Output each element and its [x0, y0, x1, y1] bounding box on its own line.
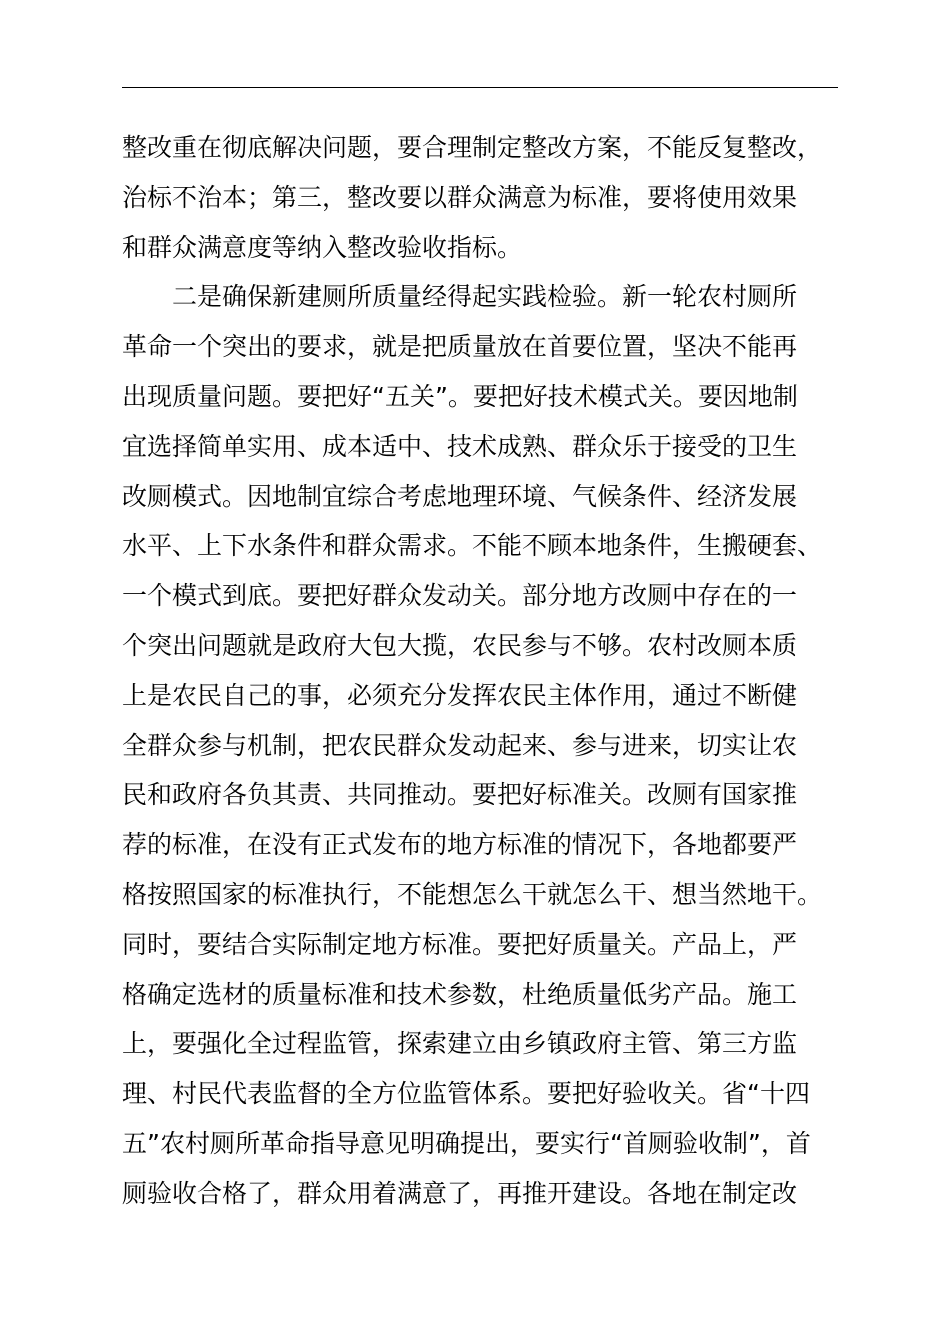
body-text — [122, 123, 862, 1219]
text-line: 民和政府各负其责、共同推动。要把好标准关。改厕有国家推 — [122, 780, 798, 810]
text-line: 一个模式到底。要把好群众发动关。部分地方改厕中存在的一 — [122, 581, 798, 611]
text-line: 个突出问题就是政府大包大揽，农民参与不够。农村改厕本质 — [122, 630, 798, 660]
text-line: 和群众满意度等纳入整改验收指标。 — [122, 232, 523, 262]
text-line: 整改重在彻底解决问题，要合理制定整改方案，不能反复整改， — [122, 133, 823, 162]
text-line: 革命一个突出的要求，就是把质量放在首要位置，坚决不能再 — [122, 332, 798, 362]
text-line: 五”农村厕所革命指导意见明确提出，要实行“首厕验收制”，首 — [122, 1128, 811, 1158]
text-line: 同时，要结合实际制定地方标准。要把好质量关。产品上，严 — [122, 929, 798, 959]
text-line: 理、村民代表监督的全方位监管体系。要把好验收关。省“十四 — [122, 1079, 810, 1109]
text-line: 荐的标准，在没有正式发布的地方标准的情况下，各地都要严 — [122, 830, 798, 860]
text-line: 宜选择简单实用、成本适中、技术成熟、群众乐于接受的卫生 — [122, 431, 798, 461]
text-line: 改厕模式。因地制宜综合考虑地理环境、气候条件、经济发展 — [122, 481, 798, 511]
header-rule — [122, 87, 838, 88]
text-line: 上，要强化全过程监管，探索建立由乡镇政府主管、第三方监 — [122, 1029, 798, 1059]
text-line: 厕验收合格了，群众用着满意了，再推开建设。各地在制定改 — [122, 1178, 798, 1208]
text-line: 全群众参与机制，把农民群众发动起来、参与进来，切实让农 — [122, 730, 798, 760]
text-line: 格按照国家的标准执行，不能想怎么干就怎么干、想当然地干。 — [122, 879, 823, 909]
text-line: 出现质量问题。要把好“五关”。要把好技术模式关。要因地制 — [122, 381, 798, 411]
text-line: 水平、上下水条件和群众需求。不能不顾本地条件，生搬硬套、 — [122, 531, 823, 561]
text-line: 格确定选材的质量标准和技术参数，杜绝质量低劣产品。施工 — [122, 979, 798, 1009]
text-line: 上是农民自己的事，必须充分发挥农民主体作用，通过不断健 — [122, 680, 798, 710]
paragraph — [122, 272, 862, 1218]
text-line: 二是确保新建厕所质量经得起实践检验。新一轮农村厕所 — [172, 282, 798, 312]
paragraph — [122, 123, 862, 272]
text-line: 治标不治本；第三，整改要以群众满意为标准，要将使用效果 — [122, 182, 798, 212]
